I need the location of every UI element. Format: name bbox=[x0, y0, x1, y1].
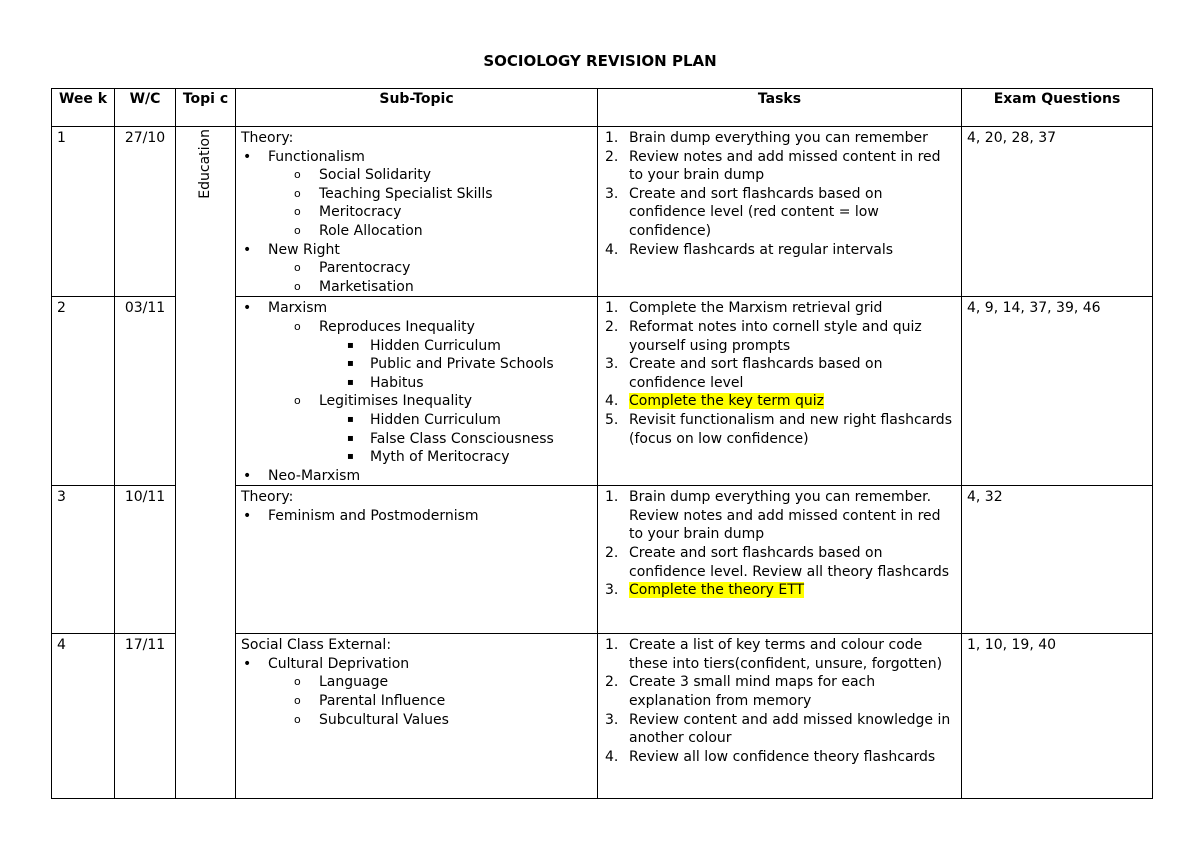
highlighted-task: Complete the key term quiz bbox=[629, 393, 825, 410]
list-item: • Functionalism o Social Solidarity o Teaching Specialist Skills o Meritocracy o Role Allocation bbox=[241, 148, 592, 241]
list-item: ▪ Public and Private Schools bbox=[343, 355, 592, 374]
header-topic: Topi c bbox=[176, 89, 236, 127]
tasks-cell bbox=[598, 127, 962, 297]
list-item: ▪ Myth of Meritocracy bbox=[343, 448, 592, 467]
list-item: • Feminism and Postmodernism bbox=[241, 507, 592, 526]
exam-questions-cell: 4, 32 bbox=[962, 486, 1153, 634]
list-item: o Marketisation bbox=[292, 278, 592, 297]
subtopic-cell bbox=[236, 634, 598, 799]
task-item: 2. Review notes and add missed content in red to your brain dump bbox=[605, 148, 941, 184]
list-item: o Teaching Specialist Skills bbox=[292, 185, 592, 204]
task-item: 1. Complete the Marxism retrieval grid bbox=[605, 300, 883, 317]
list-item: • Neo-Marxism bbox=[241, 467, 592, 486]
exam-questions-cell: 4, 20, 28, 37 bbox=[962, 127, 1153, 297]
task-item: 1. Create a list of key terms and colour code these into tiers(confident, unsure, forgotten) bbox=[605, 637, 943, 672]
week-cell: 4 bbox=[52, 634, 115, 799]
header-tasks: Tasks bbox=[598, 89, 962, 127]
subtopic-heading: Theory: bbox=[241, 130, 294, 146]
exam-questions-cell: 4, 9, 14, 37, 39, 46 bbox=[962, 297, 1153, 486]
list-item: o Meritocracy bbox=[292, 203, 592, 222]
list-item: ▪ Habitus bbox=[343, 374, 592, 393]
topic-cell bbox=[176, 127, 236, 799]
header-subtopic: Sub-Topic bbox=[236, 89, 598, 127]
list-item: ▪ Hidden Curriculum bbox=[343, 411, 592, 430]
subtopic-cell bbox=[236, 297, 598, 486]
task-item: 4. Review all low confidence theory flashcards bbox=[605, 748, 936, 765]
list-item: o Subcultural Values bbox=[292, 711, 592, 730]
wc-cell: 03/11 bbox=[115, 297, 176, 486]
list-item: ▪ False Class Consciousness bbox=[343, 430, 592, 449]
list-item: o Parentocracy bbox=[292, 259, 592, 278]
week-cell: 3 bbox=[52, 486, 115, 634]
subtopic-heading: Theory: bbox=[241, 489, 294, 506]
wc-cell: 17/11 bbox=[115, 634, 176, 799]
list-item: o Reproduces Inequality ▪ Hidden Curriculum ▪ Public and Private Schools ▪ Habitus bbox=[292, 318, 592, 392]
task-item: 3. Review content and add missed knowledge in another colour bbox=[605, 711, 951, 747]
header-wc: W/C bbox=[115, 89, 176, 127]
topic-label: Education bbox=[197, 129, 214, 199]
week-cell: 1 bbox=[52, 127, 115, 297]
wc-cell: 10/11 bbox=[115, 486, 176, 634]
list-item: o Social Solidarity bbox=[292, 166, 592, 185]
exam-questions-cell: 1, 10, 19, 40 bbox=[962, 634, 1153, 799]
list-item: o Legitimises Inequality ▪ Hidden Curriculum ▪ False Class Consciousness ▪ Myth of Meritocracy bbox=[292, 392, 592, 466]
subtopic-heading: Social Class External: bbox=[241, 637, 392, 654]
list-item: o Language bbox=[292, 673, 592, 692]
task-item: 1. Brain dump everything you can remember. Review notes and add missed content in red to your brain dump bbox=[605, 489, 941, 543]
list-item: o Parental Influence bbox=[292, 692, 592, 711]
page-title: SOCIOLOGY REVISION PLAN bbox=[483, 52, 717, 70]
revision-plan-table bbox=[51, 88, 1153, 799]
table-row bbox=[52, 127, 1153, 297]
task-item: 3. Create and sort flashcards based on confidence level bbox=[605, 356, 883, 391]
task-item: 2. Reformat notes into cornell style and quiz yourself using prompts bbox=[605, 318, 922, 354]
task-item: 4. Complete the key term quiz bbox=[605, 393, 825, 410]
task-item: 3. Complete the theory ETT bbox=[605, 582, 805, 599]
task-item: 2. Create 3 small mind maps for each explanation from memory bbox=[605, 674, 876, 710]
list-item: ▪ Hidden Curriculum bbox=[343, 337, 592, 356]
list-item: • Cultural Deprivation o Language o Parental Influence o Subcultural Values bbox=[241, 655, 592, 729]
task-item: 2. Create and sort flashcards based on confidence level. Review all theory flashcards bbox=[605, 545, 950, 580]
subtopic-cell bbox=[236, 127, 598, 297]
tasks-cell bbox=[598, 297, 962, 486]
task-item: 3. Create and sort flashcards based on confidence level (red content = low confidence) bbox=[605, 185, 883, 239]
header-week: Wee k bbox=[52, 89, 115, 127]
table-header-row bbox=[52, 89, 1153, 127]
subtopic-cell bbox=[236, 486, 598, 634]
task-item: 1. Brain dump everything you can remember bbox=[605, 130, 928, 146]
tasks-cell bbox=[598, 634, 962, 799]
header-exam-questions: Exam Questions bbox=[962, 89, 1153, 127]
wc-cell: 27/10 bbox=[115, 127, 176, 297]
list-item: • New Right o Parentocracy o Marketisation bbox=[241, 241, 592, 297]
list-item: • Marxism o Reproduces Inequality ▪ Hidden Curriculum ▪ Public and Private Schools ▪ Habitus o Legitimises Inequality ▪ Hidden Curriculum ▪ False Class Consciousness ▪ Myth of Meritocracy bbox=[241, 299, 592, 466]
list-item: o Role Allocation bbox=[292, 222, 592, 241]
task-item: 5. Revisit functionalism and new right flashcards (focus on low confidence) bbox=[605, 411, 952, 447]
week-cell: 2 bbox=[52, 297, 115, 486]
task-item: 4. Review flashcards at regular intervals bbox=[605, 241, 894, 258]
highlighted-task: Complete the theory ETT bbox=[629, 582, 805, 599]
tasks-cell bbox=[598, 486, 962, 634]
